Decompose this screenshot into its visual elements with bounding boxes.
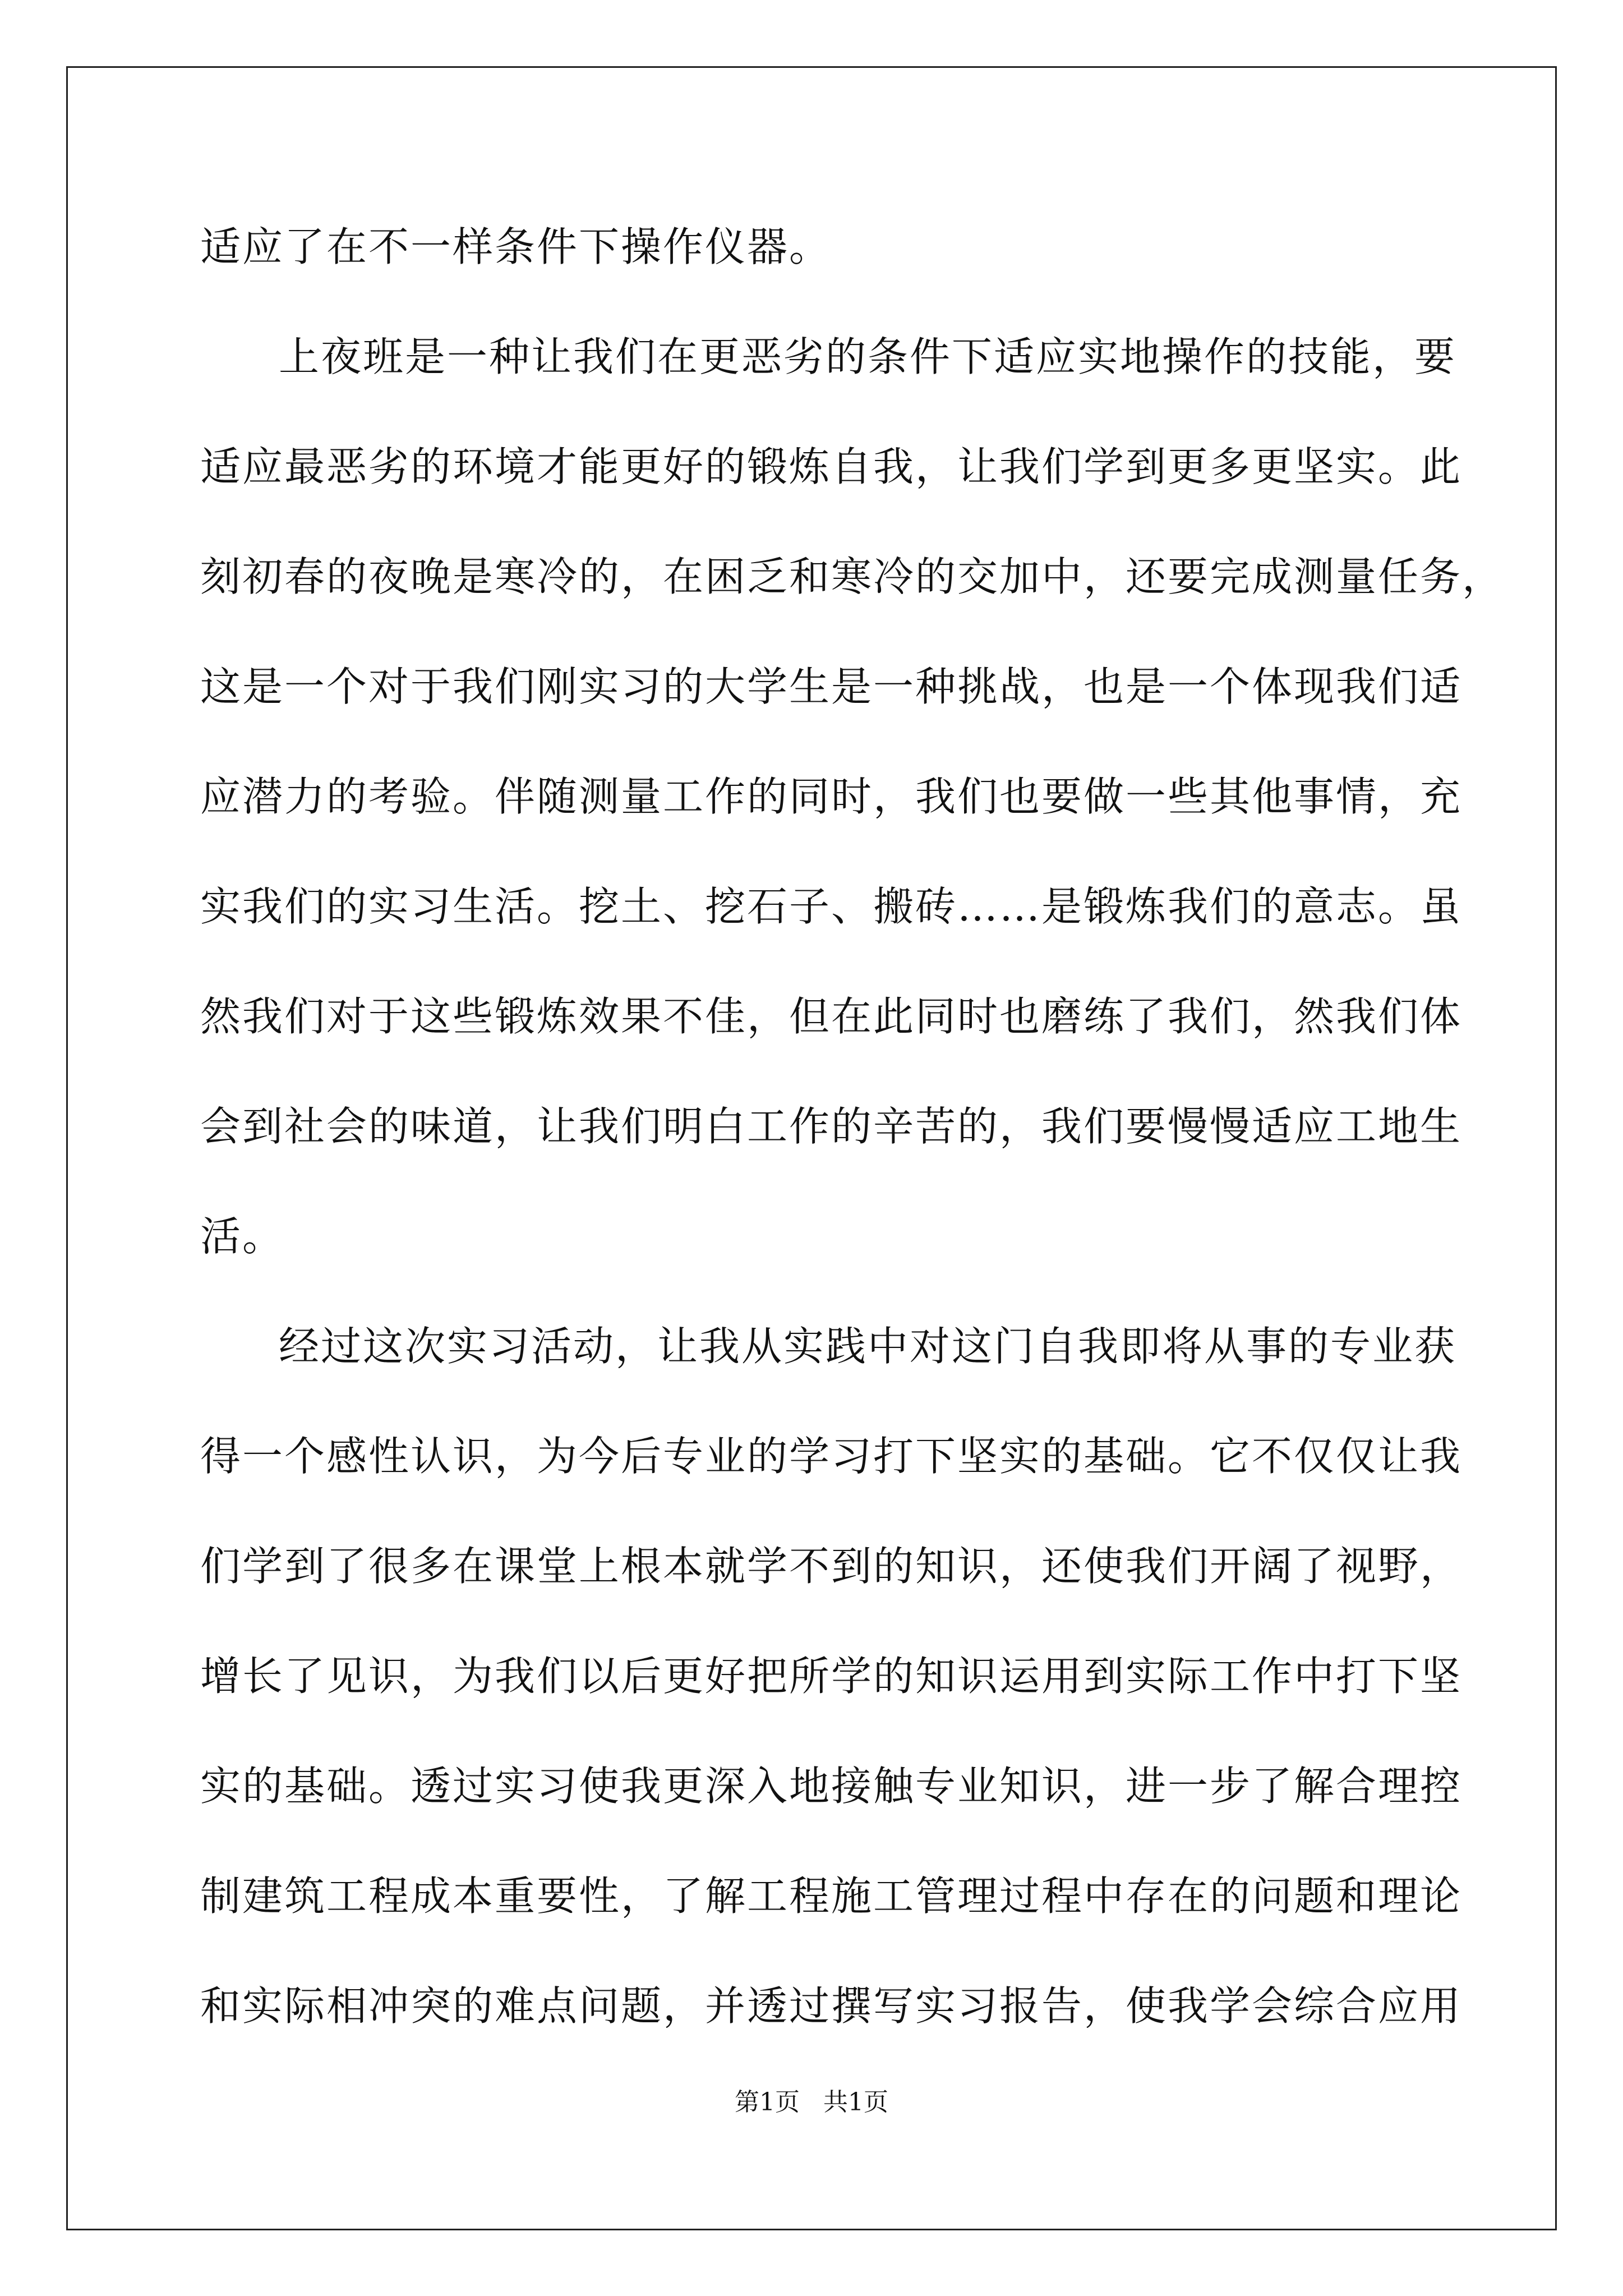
text-line: 应潜力的考验。伴随测量工作的同时，我们也要做一些其他事情，充: [200, 773, 1463, 820]
text-line: 然我们对于这些锻炼效果不佳，但在此同时也磨练了我们，然我们体: [200, 993, 1463, 1040]
text-line: 活。: [200, 1213, 285, 1260]
text-line: 实的基础。透过实习使我更深入地接触专业知识，进一步了解合理控: [200, 1763, 1463, 1810]
text-line: 适应最恶劣的环境才能更好的锻炼自我，让我们学到更多更坚实。此: [200, 443, 1463, 490]
text-line: 制建筑工程成本重要性，了解工程施工管理过程中存在的问题和理论: [200, 1872, 1463, 1920]
page-footer: 第1页 共1页: [735, 2088, 888, 2116]
text-line: 增长了见识，为我们以后更好把所学的知识运用到实际工作中打下坚: [200, 1653, 1463, 1700]
text-line: 和实际相冲突的难点问题，并透过撰写实习报告，使我学会综合应用: [200, 1982, 1463, 2030]
text-line: 这是一个对于我们刚实习的大学生是一种挑战，也是一个体现我们适: [200, 663, 1463, 710]
text-line: 实我们的实习生活。挖土、挖石子、搬砖……是锻炼我们的意志。虽: [200, 883, 1463, 930]
text-line: 经过这次实习活动，让我从实践中对这门自我即将从事的专业获: [279, 1323, 1457, 1370]
text-line: 们学到了很多在课堂上根本就学不到的知识，还使我们开阔了视野，: [200, 1543, 1463, 1590]
text-line: 刻初春的夜晚是寒冷的，在困乏和寒冷的交加中，还要完成测量任务，: [200, 553, 1505, 600]
text-line: 会到社会的味道，让我们明白工作的辛苦的，我们要慢慢适应工地生: [200, 1103, 1463, 1150]
text-line: 适应了在不一样条件下操作仪器。: [200, 223, 832, 270]
text-line: 得一个感性认识，为今后专业的学习打下坚实的基础。它不仅仅让我: [200, 1433, 1463, 1480]
text-line: 上夜班是一种让我们在更恶劣的条件下适应实地操作的技能，要: [279, 333, 1457, 380]
